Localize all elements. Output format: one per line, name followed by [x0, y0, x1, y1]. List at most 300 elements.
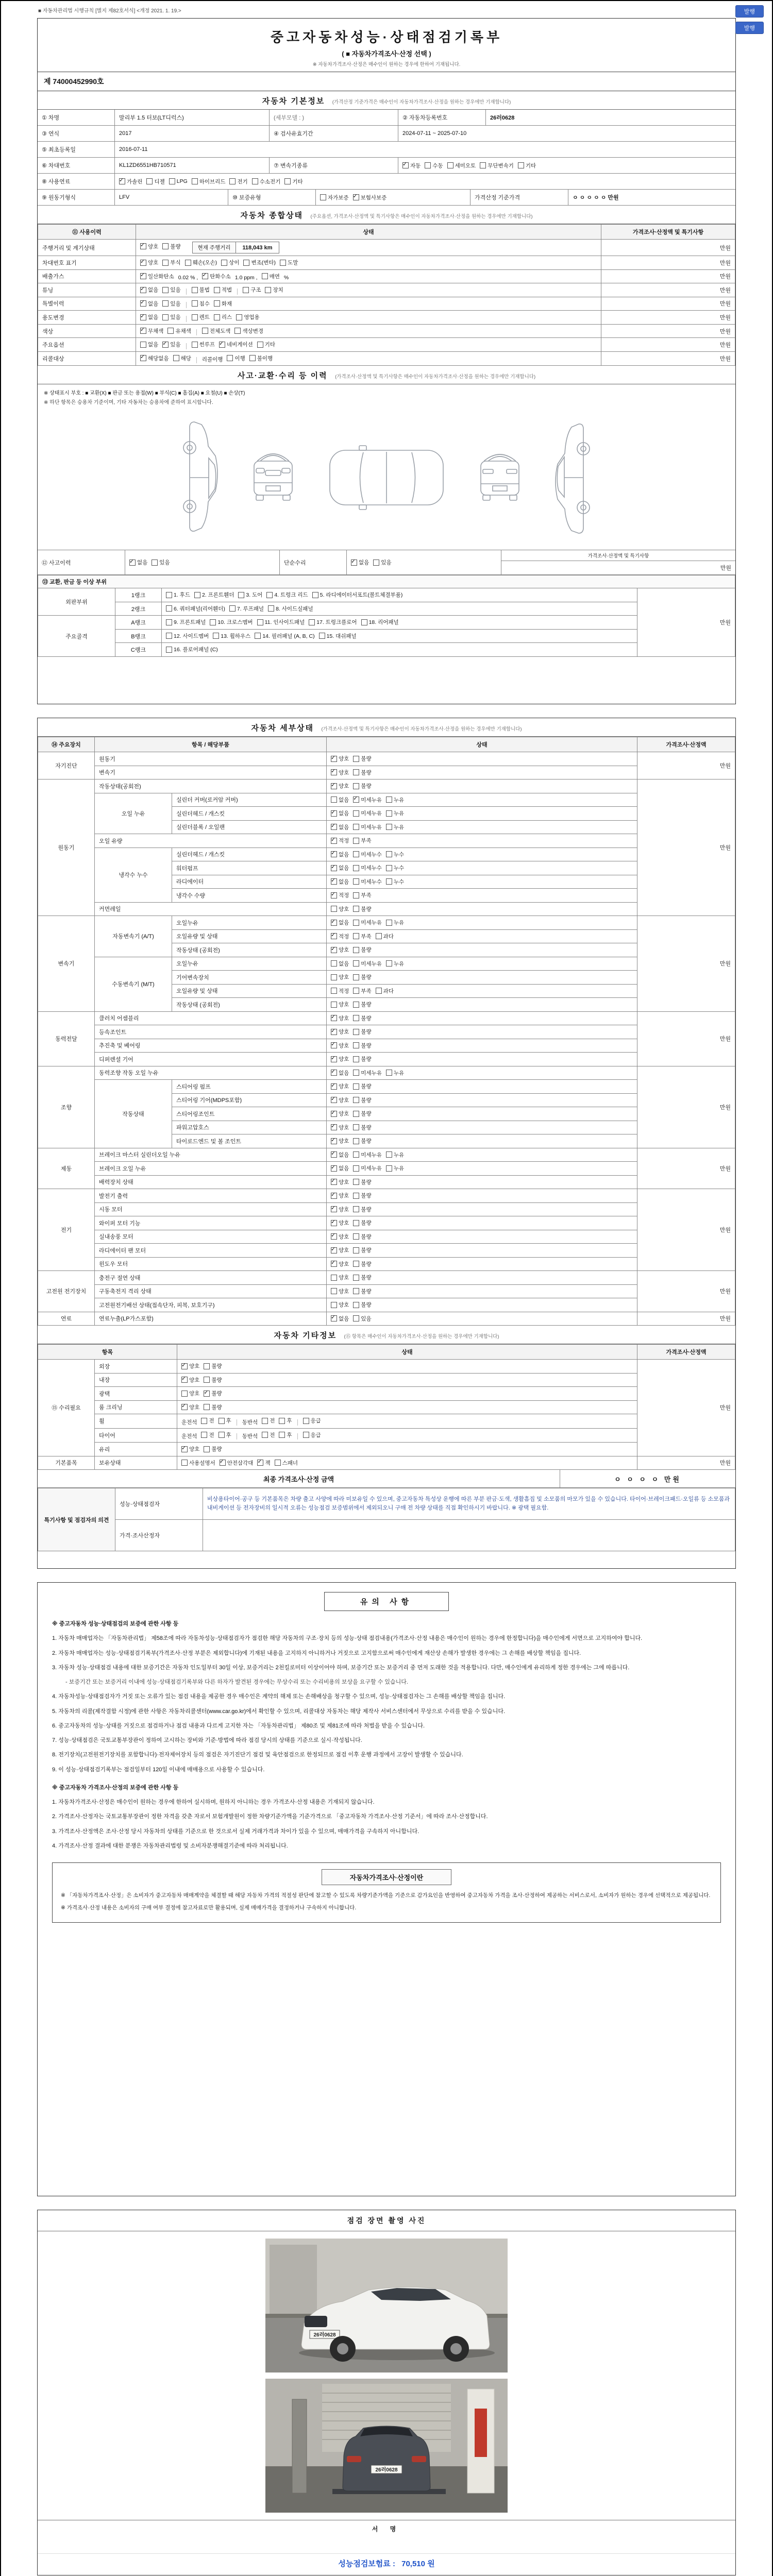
detail-row [38, 1244, 735, 1258]
checkbox-icon [204, 1363, 210, 1369]
item-label: 윈도우 모터 [95, 1257, 327, 1271]
car-left-side-diagram [177, 415, 224, 540]
state-cell [327, 1175, 637, 1189]
checkbox-label: 없음 [148, 314, 159, 321]
state-cell [136, 351, 601, 366]
etc-row [38, 1456, 735, 1470]
checkbox-icon [331, 1029, 337, 1035]
checkbox-unchecked [243, 259, 276, 266]
checkbox-label: 미세누수 [361, 878, 382, 885]
checkbox-checked [331, 1014, 349, 1022]
checkbox-checked [331, 1082, 349, 1090]
checkbox-icon [353, 906, 359, 912]
checkbox-unchecked [146, 178, 164, 185]
checkbox-label: 없음 [339, 920, 349, 926]
issue-button[interactable]: 발행 [735, 22, 764, 34]
item-label: 오일유량 및 상태 [172, 984, 327, 998]
checkbox-icon [353, 1275, 359, 1281]
checkbox-unchecked [312, 591, 403, 599]
checkbox-icon [386, 865, 392, 871]
condition-row [38, 324, 735, 338]
checkbox-icon [353, 1165, 359, 1172]
checkbox-label: 색상변경 [242, 328, 264, 334]
item-label: 실린더헤드 / 개스킷 [172, 848, 327, 861]
checkbox-label: 이행 [234, 355, 245, 362]
issue-button-top[interactable]: 발행 [735, 5, 764, 18]
state-cell [327, 1107, 637, 1121]
checkbox-label: 자동 [410, 162, 421, 169]
checkbox-icon [204, 1446, 210, 1452]
checkbox-label: 도말 [288, 260, 298, 266]
notice-section-title: ※ 중고자동차 성능·상태점검의 보증에 관한 사항 등 [52, 1621, 179, 1627]
sub-group-label: 자동변속기 (A/T) [95, 916, 172, 957]
checkbox-label: 없음 [339, 810, 349, 817]
checkbox-unchecked [166, 632, 209, 640]
checkbox-icon [331, 1275, 337, 1281]
checkbox-icon [331, 906, 337, 912]
checkbox-checked [331, 1042, 349, 1049]
car-front-diagram [245, 442, 301, 514]
checkbox-icon [320, 194, 326, 200]
checkbox-label: 5. 라디에이터서포트(볼트체결부품) [320, 592, 403, 599]
section-note: (주요옵션, 가격조사·산정액 및 특기사항은 매수인이 자동차가격조사·산정을 원하는 경우에만 기재합니다) [310, 214, 533, 219]
checkbox-label: 불량 [361, 1275, 372, 1281]
checkbox-icon [303, 1418, 309, 1424]
item-label: 브레이크 오일 누유 [95, 1162, 327, 1176]
checkbox-icon [353, 1015, 359, 1021]
price-cell: 만원 [601, 297, 735, 311]
checkbox-checked [181, 1362, 199, 1370]
state-cell [177, 1428, 637, 1443]
checkbox-icon [162, 287, 169, 293]
checkbox-checked [331, 1055, 349, 1063]
price-cell: 만원 [637, 1011, 735, 1066]
checkbox-checked [353, 796, 382, 804]
checkbox-checked [140, 300, 158, 308]
checkbox-checked [331, 1110, 349, 1117]
checkbox-label: 디젤 [154, 178, 165, 185]
field-label: ⑩ 보증유형 [228, 190, 316, 205]
checkbox-unchecked [204, 1403, 222, 1411]
checkbox-checked [331, 1028, 349, 1036]
checkbox-icon [353, 892, 359, 899]
checkbox-icon [319, 633, 325, 639]
car-rear-diagram [472, 442, 528, 514]
opinion-row-label: 가격·조사산정자 [115, 1520, 203, 1551]
checkbox-unchecked [162, 259, 180, 266]
price-cell: 만원 [601, 338, 735, 352]
detail-row [38, 1216, 735, 1230]
item-label: 스티어링조인트 [172, 1107, 327, 1121]
checkbox-icon [386, 1070, 392, 1076]
item-label: 오일누유 [172, 916, 327, 930]
checkbox-label: 미세누유 [361, 1165, 382, 1172]
checkbox-icon [181, 1404, 188, 1410]
state-cell [327, 1230, 637, 1244]
checkbox-unchecked [192, 286, 210, 294]
state-cell [327, 793, 637, 807]
checkbox-unchecked [353, 1096, 371, 1104]
state-cell [327, 861, 637, 875]
detail-row [38, 1066, 735, 1080]
item-label: 외장 [95, 1360, 177, 1374]
checkbox-icon [146, 178, 153, 184]
checkbox-label: 불량 [361, 1138, 372, 1144]
item-label: 라디에이터 [172, 875, 327, 889]
checkbox-unchecked [353, 1192, 371, 1199]
checkbox-label: 후 [287, 1418, 292, 1424]
checkbox-label: 기타 [525, 162, 536, 169]
state-text: 운전석 [181, 1419, 197, 1426]
checkbox-label: 양호 [339, 1179, 349, 1185]
checkbox-icon [331, 892, 337, 899]
checkbox-checked [140, 354, 169, 362]
state-cell [327, 902, 637, 916]
checkbox-label: 없음 [339, 1165, 349, 1172]
checkbox-unchecked [353, 1274, 371, 1281]
checkbox-label: 양호 [339, 1220, 349, 1226]
notice-item: 1. 자동차 매매업자는 「자동차관리법」 제58조에 따라 자동차성능·상태점검자가 점검한 해당 자동차의 구조·장치 등의 성능·상태 점검내용(가격조사·산정 내용은 매수인이 원하는 경우에 한정합니다)을 매수인에게 서면으로 고지하여야 합니다. [52, 1635, 643, 1642]
price-cell: 만원 [637, 779, 735, 916]
checkbox-icon [181, 1377, 188, 1383]
checkbox-label: 잭 [265, 1460, 271, 1466]
checkbox-unchecked [386, 1151, 404, 1159]
state-cell [327, 1202, 637, 1216]
checkbox-icon [243, 260, 249, 266]
top-button-group [735, 5, 764, 34]
notice-title: 유의 사항 [324, 1592, 449, 1611]
checkbox-unchecked [280, 259, 298, 266]
condition-row [38, 338, 735, 352]
device-group-label: 원동기 [38, 779, 95, 916]
panel-rank-row [38, 616, 735, 630]
checkbox-unchecked [192, 178, 226, 185]
state-cell [327, 766, 637, 779]
checkbox-unchecked [373, 558, 391, 566]
checkbox-label: 가솔린 [127, 178, 143, 185]
checkbox-unchecked [229, 605, 264, 613]
checkbox-label: 양호 [189, 1391, 200, 1397]
checkbox-icon [219, 342, 225, 348]
checkbox-label: 미세누유 [361, 920, 382, 926]
checkbox-icon [152, 560, 158, 566]
item-label: 광택 [95, 1387, 177, 1401]
detail-row [38, 1202, 735, 1216]
checkbox-label: 불량 [361, 974, 372, 980]
checkbox-label: 양호 [189, 1377, 200, 1383]
checkbox-checked [140, 243, 158, 250]
submodel-value: (세부모델 : ) [270, 110, 398, 125]
checkbox-icon [331, 878, 337, 885]
detail-row [38, 1080, 735, 1094]
checkbox-unchecked [353, 1069, 382, 1077]
checkbox-unchecked [353, 823, 382, 831]
checkbox-unchecked [353, 1137, 371, 1145]
checkbox-unchecked [268, 605, 313, 613]
sub-group-label: 수동변속기 (M/T) [95, 957, 172, 1011]
base-price-label: 가격산정 기준가격 [470, 190, 568, 205]
notice-item: 7. 성능·상태점검은 국토교통부장관이 정하여 고시하는 장비와 기준·방법에 따라 점검 당시의 상태를 기준으로 실시·작성됩니다. [52, 1737, 362, 1743]
checkbox-icon [353, 1083, 359, 1090]
checkbox-checked [162, 341, 180, 348]
checkbox-label: 13. 휠하우스 [221, 633, 251, 639]
state-cell [327, 1216, 637, 1230]
car-right-side-diagram [549, 415, 596, 540]
checkbox-icon [243, 287, 249, 293]
checkbox-label: 수동 [432, 162, 443, 169]
checkbox-checked [129, 558, 147, 566]
checkbox-unchecked [201, 1417, 214, 1425]
checkbox-label: 양호 [148, 260, 159, 266]
state-cell [327, 875, 637, 889]
checkbox-label: 15. 대쉬패널 [326, 633, 357, 639]
item-label: 작동상태 (공회전) [172, 943, 327, 957]
checkbox-unchecked [353, 878, 382, 886]
checkbox-icon [331, 1015, 337, 1021]
checkbox-icon [331, 1124, 337, 1130]
checkbox-icon [353, 1124, 359, 1130]
panel-items [162, 643, 637, 657]
checkbox-label: 세미오토 [455, 162, 476, 169]
checkbox-unchecked [219, 1431, 231, 1439]
checkbox-unchecked [234, 327, 263, 335]
checkbox-icon [353, 960, 359, 967]
state-text: 0.02 % , [178, 275, 198, 281]
notice-item: 2. 가격조사·산정자는 국토교통부장관이 정한 자격을 갖춘 자로서 보험개발원이 정한 차량기준가액을 기준가격으로 「중고자동차 가격조사·산정 기준서」에 따라 조사·산정합니다. [52, 1814, 488, 1820]
checkbox-icon [181, 1460, 188, 1466]
etc-row [38, 1400, 735, 1414]
checkbox-label: 스패너 [282, 1460, 298, 1466]
checkbox-checked [140, 273, 174, 280]
checkbox-icon [204, 1377, 210, 1383]
checkbox-label: 전 [270, 1432, 275, 1438]
price-cell: 만원 [637, 916, 735, 1012]
checkbox-label: 응급 [310, 1432, 321, 1438]
checkbox-icon [353, 1206, 359, 1212]
mileage-label: 현재 주행거리 [193, 242, 237, 253]
checkbox-label: 2. 프론트휀더 [201, 592, 234, 599]
checkbox-label: 전 [270, 1418, 275, 1424]
checkbox-checked [331, 755, 349, 762]
checkbox-icon [386, 1151, 392, 1158]
report-block-detail [37, 718, 736, 1569]
price-cell: 만원 [601, 311, 735, 325]
checkbox-label: 12. 사이드멤버 [174, 633, 209, 639]
etc-row [38, 1360, 735, 1374]
notice-item: 2. 자동차 매매업자는 성능·상태점검기록부(가격조사·산정 부분은 제외합니다)에 기재된 내용을 고지하지 아니하거나 거짓으로 고지함으로써 매수인에게 재산상 손해가 발생한 경우에는 그 손해를 배상할 책임을 집니다. [52, 1650, 581, 1656]
checkbox-icon [140, 287, 146, 293]
checkbox-icon [331, 796, 337, 803]
checkbox-checked [331, 933, 349, 940]
checkbox-unchecked [201, 1431, 214, 1439]
checkbox-checked [331, 851, 349, 858]
checkbox-icon [331, 838, 337, 844]
checkbox-label: 양호 [339, 947, 349, 953]
checkbox-icon [262, 1418, 268, 1424]
final-price-value: ㅇ ㅇ ㅇ ㅇ 만원 [614, 1475, 681, 1483]
checkbox-label: 누수 [393, 865, 405, 871]
checkbox-label: 하이브리드 [199, 178, 226, 185]
checkbox-label: 없음 [148, 287, 159, 293]
divider [186, 316, 187, 322]
signature-box [38, 2520, 735, 2553]
checkbox-unchecked [386, 1069, 404, 1077]
state-cell [327, 1284, 637, 1298]
condition-row [38, 311, 735, 325]
checkbox-label: 전 [209, 1418, 214, 1424]
checkbox-icon [353, 194, 359, 200]
checkbox-unchecked [353, 851, 382, 858]
checkbox-unchecked [386, 823, 404, 831]
checkbox-icon [353, 810, 359, 817]
field-label: ⑨ 원동기형식 [38, 190, 115, 205]
part-group-label: 외판부위 [38, 588, 115, 616]
row-label: 차대번호 표기 [38, 256, 136, 270]
checkbox-unchecked [386, 796, 404, 804]
state-cell [327, 1053, 637, 1066]
checkbox-unchecked [279, 1417, 292, 1425]
checkbox-label: 부족 [361, 892, 372, 899]
table-row [38, 158, 735, 174]
checkbox-icon [353, 1247, 359, 1253]
checkbox-label: 불량 [211, 1446, 222, 1452]
checkbox-unchecked [386, 1164, 404, 1172]
condition-row [38, 297, 735, 311]
checkbox-label: 기타 [264, 342, 276, 348]
divider [297, 1419, 298, 1426]
document-number [38, 72, 735, 91]
field-label: ⑧ 사용연료 [38, 174, 115, 189]
device-group-label: 전기 [38, 1189, 95, 1271]
state-cell [327, 1312, 637, 1326]
state-cell [327, 929, 637, 943]
registration-number-value: 26러0628 [490, 115, 515, 121]
checkbox-unchecked [202, 327, 231, 335]
checkbox-label: 변조(변타) [251, 260, 276, 266]
price-cell: 만원 [601, 269, 735, 283]
detail-row [38, 752, 735, 766]
item-label: 오일누유 [172, 957, 327, 971]
state-cell [327, 807, 637, 821]
price-value: 만원 [720, 565, 731, 572]
checkbox-icon [234, 328, 241, 334]
checkbox-unchecked [262, 1417, 275, 1425]
checkbox-icon [353, 1111, 359, 1117]
table-row [38, 110, 735, 126]
divider [196, 329, 197, 335]
field-label: ⑦ 변속기종류 [270, 158, 398, 173]
checkbox-icon [162, 342, 169, 348]
checkbox-label: 불량 [211, 1377, 222, 1383]
car-damage-diagrams [38, 410, 735, 550]
item-label: 배력장치 상태 [95, 1175, 327, 1189]
checkbox-icon [279, 1418, 285, 1424]
checkbox-unchecked [353, 782, 371, 790]
checkbox-unchecked [214, 313, 232, 321]
row-label: 주행거리 및 계기상태 [38, 240, 136, 256]
checkbox-label: 불량 [361, 1015, 372, 1022]
checkbox-label: 불량 [361, 1302, 372, 1308]
checkbox-label: 부식 [170, 260, 181, 266]
checkbox-label: 양호 [339, 1002, 349, 1008]
checkbox-icon [353, 1070, 359, 1076]
mileage-value: 118,043 km [242, 244, 273, 251]
checkbox-label: 누유 [393, 1070, 405, 1076]
fuel-options [115, 174, 735, 189]
checkbox-label: 없음 [339, 796, 349, 803]
checkbox-unchecked [331, 973, 349, 981]
state-cell [327, 752, 637, 766]
checkbox-unchecked [185, 259, 217, 266]
final-price-row [38, 1470, 735, 1488]
state-cell [327, 957, 637, 971]
checkbox-label: 네비게이션 [227, 342, 253, 348]
checkbox-label: 수소전기 [259, 178, 281, 185]
checkbox-checked [181, 1403, 199, 1411]
checkbox-label: 양호 [148, 243, 159, 250]
checkbox-label: 불량 [361, 1029, 372, 1035]
item-label: 파워고압호스 [172, 1121, 327, 1134]
state-cell [327, 1298, 637, 1312]
checkbox-icon [227, 355, 233, 361]
checkbox-label: 상이 [229, 260, 240, 266]
checkbox-unchecked [303, 1431, 321, 1439]
state-cell [327, 1189, 637, 1203]
checkbox-label: 11. 인사이드패널 [264, 619, 305, 626]
checkbox-label: 누유 [393, 1151, 405, 1158]
checkbox-unchecked [181, 1389, 199, 1397]
checkbox-label: 미세누유 [361, 796, 382, 803]
checkbox-icon [353, 838, 359, 844]
checkbox-unchecked [236, 313, 259, 321]
section-title-detail-condition [38, 718, 735, 737]
detail-row [38, 902, 735, 916]
checkbox-icon [480, 162, 486, 168]
notice-item: 9. 이 성능·상태점검기록부는 점검일부터 120일 이내에 매매용으로 사용할 수 있습니다. [52, 1766, 265, 1773]
checkbox-label: 양호 [189, 1446, 200, 1452]
state-cell [327, 1093, 637, 1107]
checkbox-unchecked [275, 1459, 298, 1467]
checkbox-icon [353, 1315, 359, 1321]
checkbox-icon [386, 796, 392, 803]
checkbox-label: 양호 [339, 1138, 349, 1144]
etc-row [38, 1414, 735, 1429]
price-cell: 만원 [601, 240, 735, 256]
checkbox-label: 있음 [170, 300, 181, 307]
checkbox-unchecked [353, 1042, 371, 1049]
checkbox-label: 7. 루프패널 [237, 605, 264, 612]
item-label: 추진축 및 베어링 [95, 1039, 327, 1053]
checkbox-checked [119, 178, 142, 185]
checkbox-label: 없음 [339, 824, 349, 831]
panel-rank-row [38, 643, 735, 657]
checkbox-icon [219, 1432, 225, 1438]
item-label: 휠 [95, 1414, 177, 1429]
state-cell [327, 834, 637, 848]
checkbox-icon [309, 619, 315, 625]
etc-row [38, 1428, 735, 1443]
checkbox-checked [140, 259, 158, 266]
checkbox-icon [331, 1097, 337, 1103]
checkbox-icon [386, 960, 392, 967]
checkbox-label: 불량 [170, 243, 181, 250]
checkbox-icon [331, 1193, 337, 1199]
column-header: 가격조사·산정액 [637, 737, 735, 752]
state-cell [327, 943, 637, 957]
item-label: 실내송풍 모터 [95, 1230, 327, 1244]
condition-row [38, 256, 735, 270]
checkbox-unchecked [353, 1001, 371, 1008]
